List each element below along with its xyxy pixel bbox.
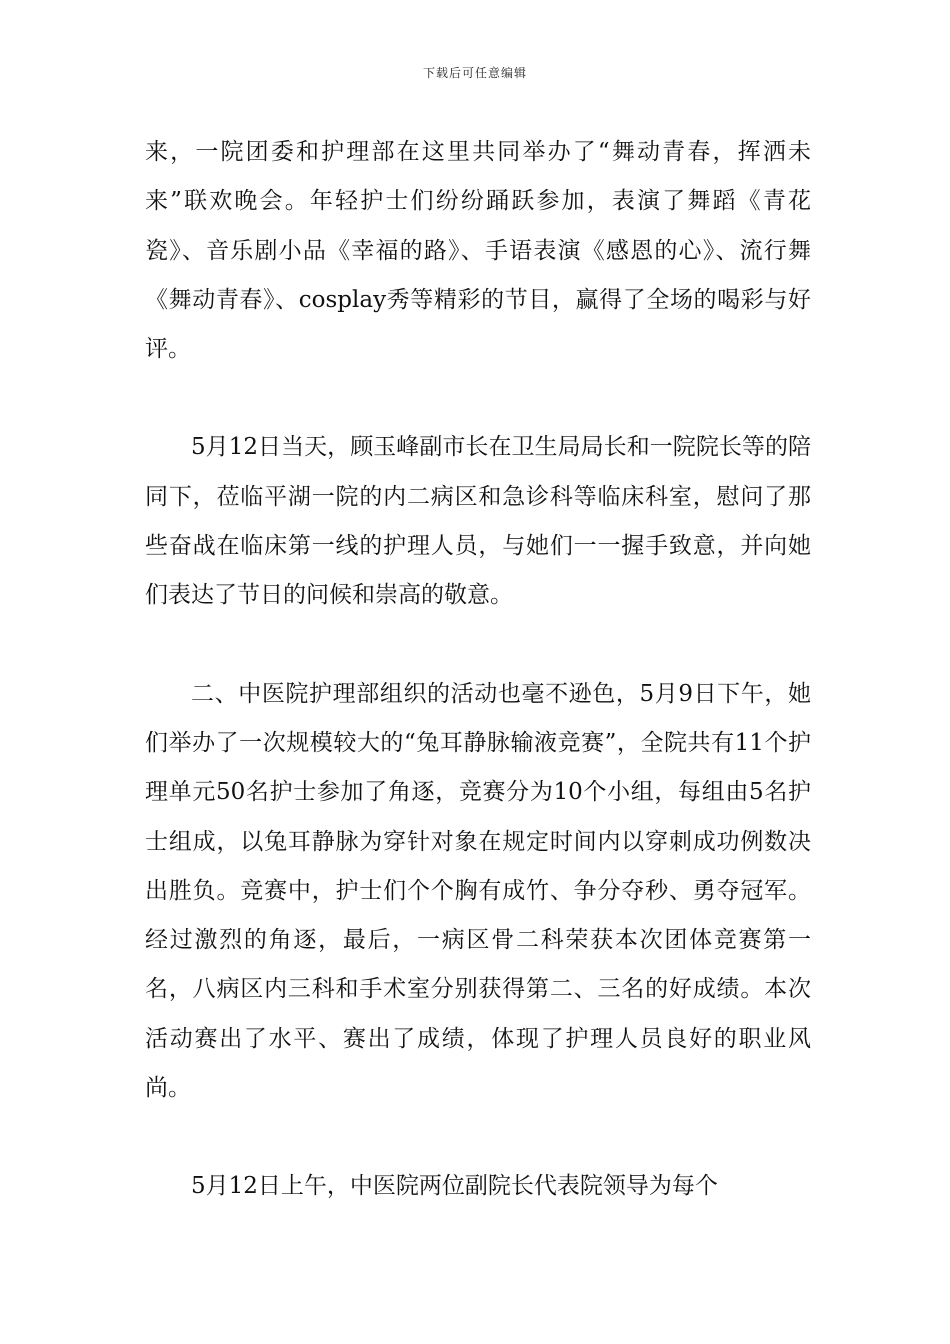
paragraph-gap (145, 621, 811, 670)
page-header: 下载后可任意编辑 (422, 66, 527, 80)
paragraph-2: 5月12日当天，顾玉峰副市长在卫生局局长和一院院长等的陪同下，莅临平湖一院的内二病区和急诊科等临床科室，慰问了那些奋战在临床第一线的护理人员，与她们一一握手致意，并向她们表达了节日的问候和崇高的敬意。 (145, 434, 811, 609)
paragraph-gap (145, 1113, 811, 1162)
paragraph-1: 来，一院团委和护理部在这里共同举办了“舞动青春，挥洒未来”联欢晚会。年轻护士们纷纷踊跃参加，表演了舞蹈《青花瓷》、音乐剧小品《幸福的路》、手语表演《感恩的心》、流行舞《舞动青春》、cosplay秀等精彩的节目，赢得了全场的喝彩与好评。 (145, 139, 811, 363)
paragraph-gap (145, 374, 811, 423)
paragraph-3: 二、中医院护理部组织的活动也毫不逊色，5月9日下午，她们举办了一次规模较大的“兔耳静脉输液竞赛”，全院共有11个护理单元50名护士参加了角逐，竞赛分为10个小组，每组由5名护士组成，以兔耳静脉为穿针对象在规定时间内以穿刺成功例数决出胜负。竞赛中，护士们个个胸有成竹、争分夺秒、勇夺冠军。经过激烈的角逐，最后，一病区骨二科荣获本次团体竞赛第一名，八病区内三科和手术室分别获得第二、三名的好成绩。本次活动赛出了水平、赛出了成绩，体现了护理人员良好的职业风尚。 (145, 680, 811, 1102)
paragraph-4: 5月12日上午，中医院两位副院长代表院领导为每个 (191, 1173, 718, 1200)
document-body (145, 128, 811, 1212)
